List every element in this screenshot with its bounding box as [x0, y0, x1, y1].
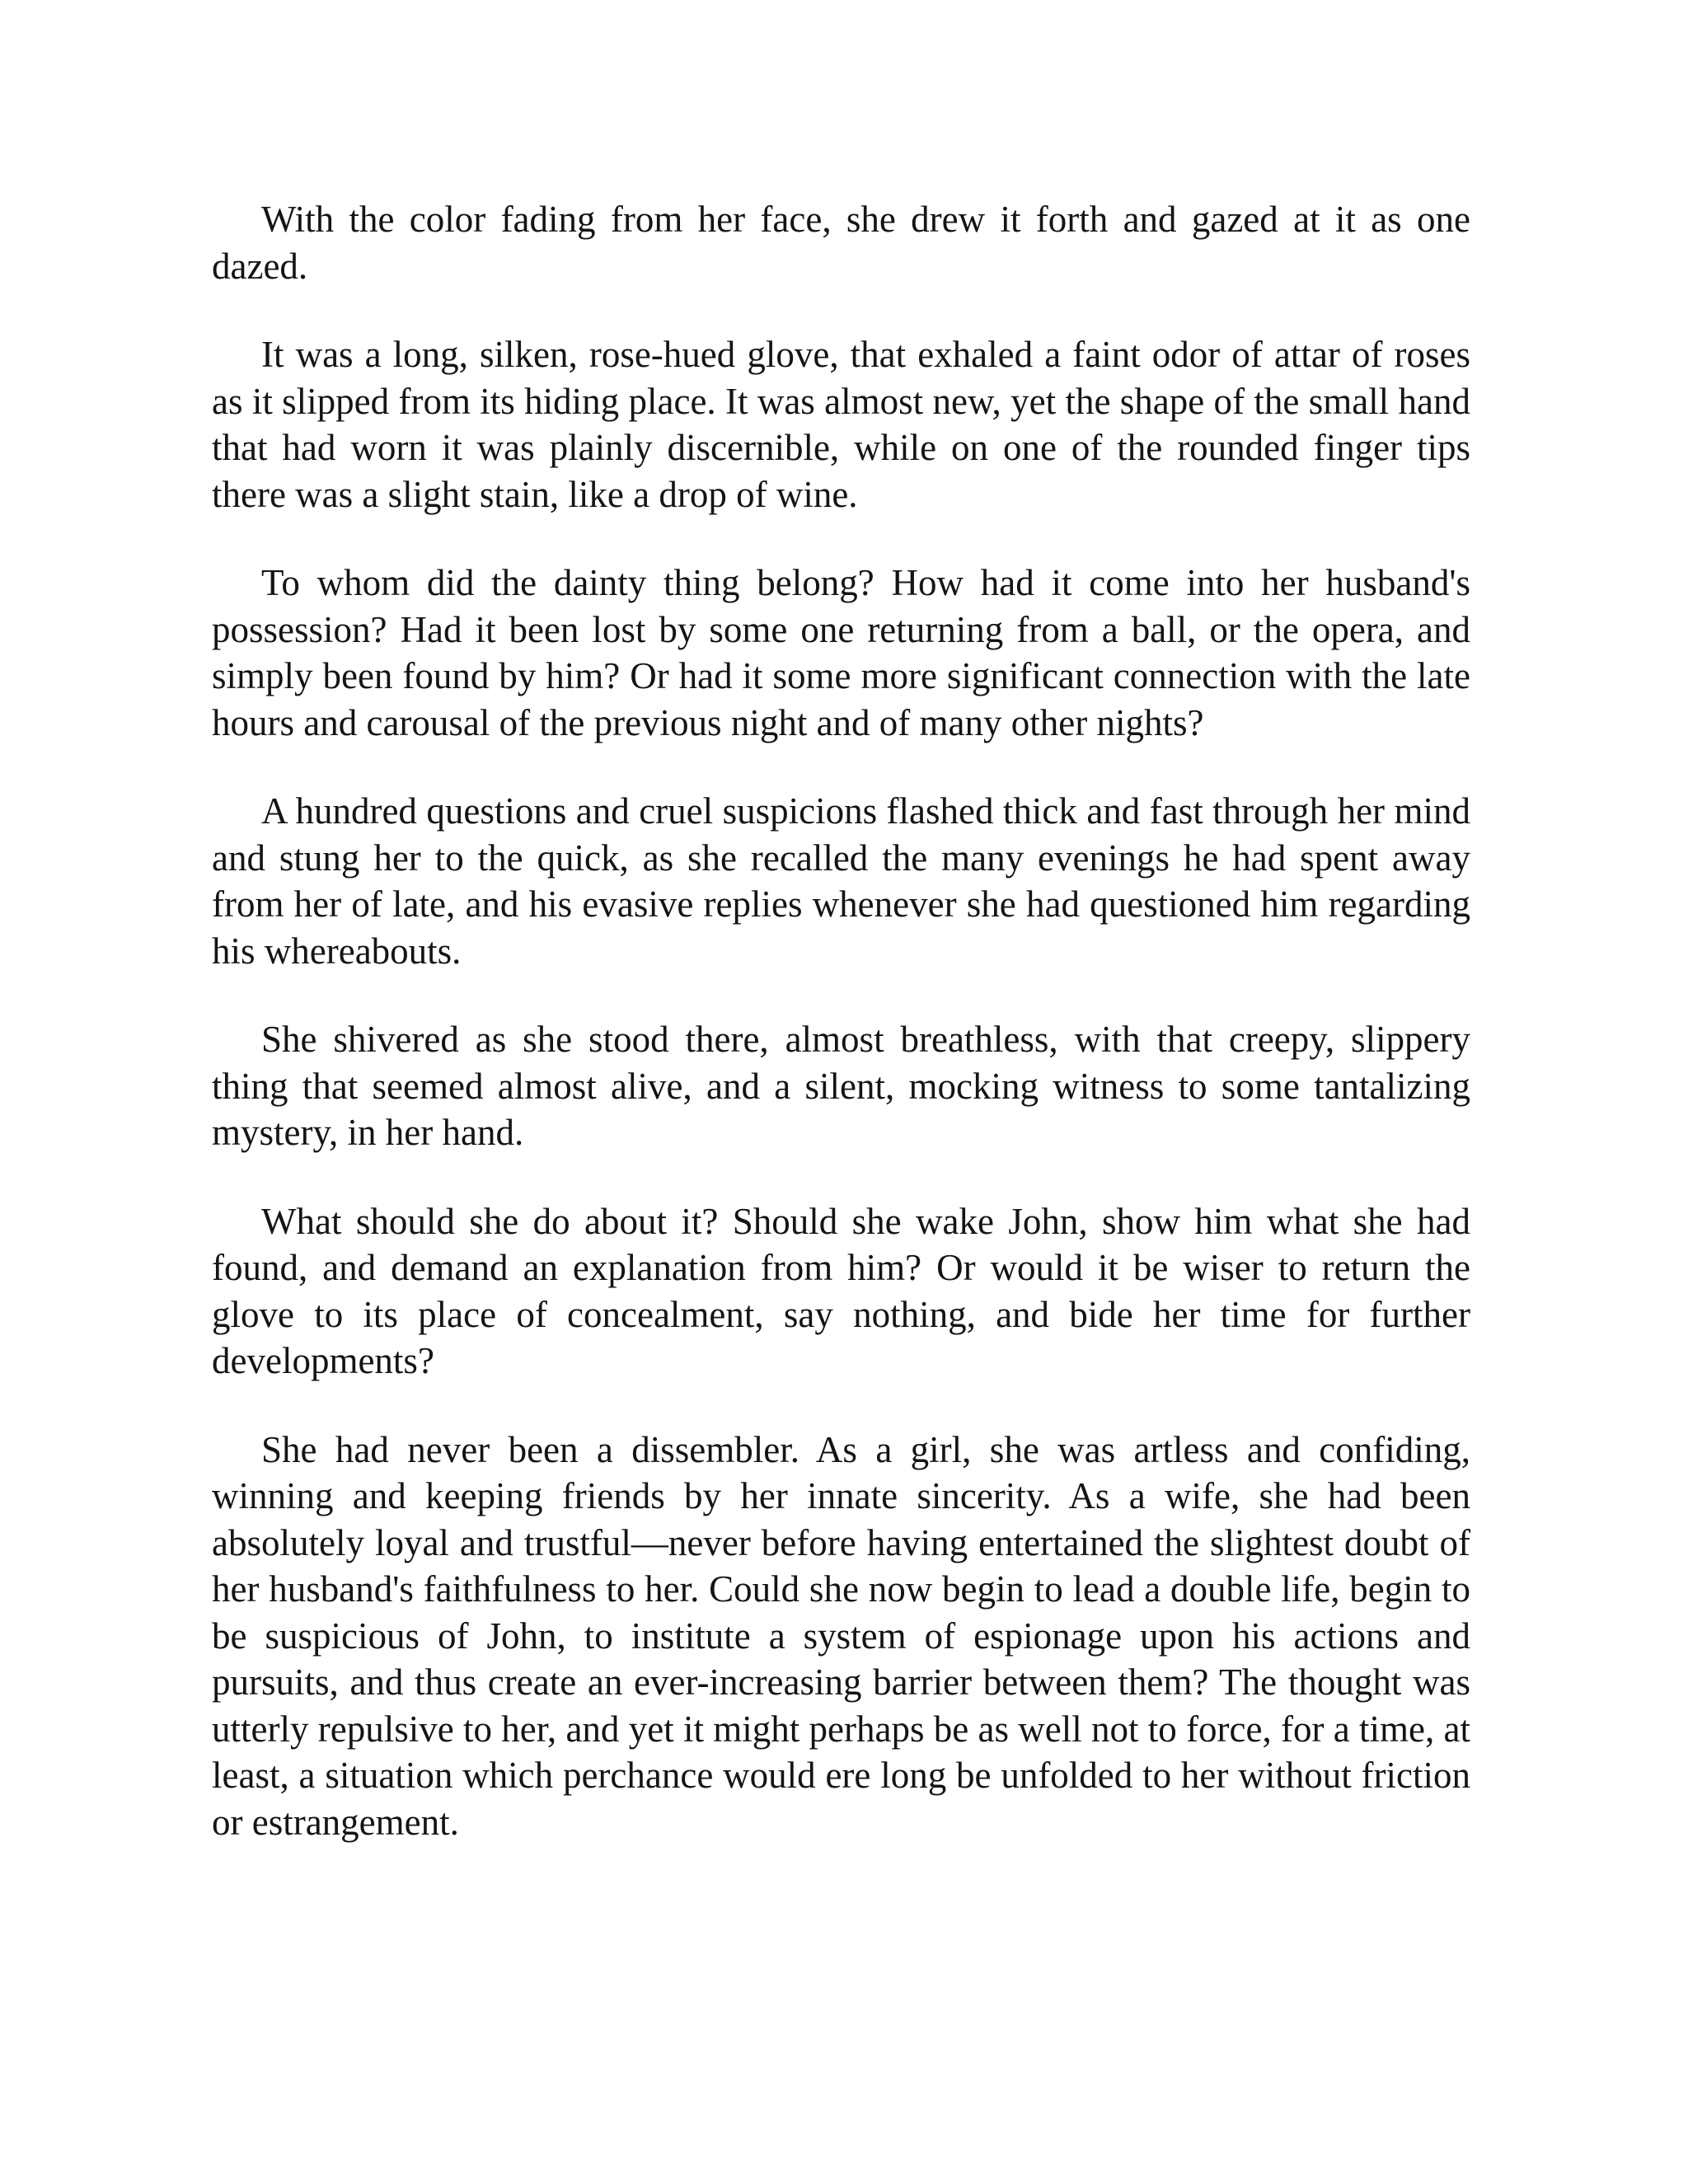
paragraph-2: It was a long, silken, rose-hued glove, that exhaled a faint odor of attar of roses as it slipped from its hiding place. It was almost new, yet the shape of the small hand that had worn it was plainly discernible, while on one of the rounded finger tips there was a slight stain, like a drop of wine. — [212, 334, 1470, 515]
paragraph-7: She had never been a dissembler. As a girl, she was artless and confiding, winning and keeping friends by her innate sincerity. As a wife, she had been absolutely loyal and trustful—never before having entertained the slightest doubt of her husband's faithfulness to her. Could she now begin to lead a double life, begin to be suspicious of John, to institute a system of espionage upon his actions and pursuits, and thus create an ever-increasing barrier between them? The thought was utterly repulsive to her, and yet it might perhaps be as well not to force, for a time, at least, a situation which perchance would ere long be unfolded to her without friction or estrangement. — [212, 1428, 1470, 1843]
paragraph-5: She shivered as she stood there, almost breathless, with that creepy, slippery thing that seemed almost alive, and a silent, mocking witness to some tantalizing mystery, in her hand. — [212, 1019, 1470, 1153]
paragraph-3: To whom did the dainty thing belong? How had it come into her husband's possession? Had it been lost by some one returning from a ball, or the opera, and simply been found by him? Or had it some more significant connection with the late hours and carousal of the previous night and of many other nights? — [212, 562, 1470, 743]
paragraph-4: A hundred questions and cruel suspicions flashed thick and fast through her mind and stung her to the quick, as she recalled the many evenings he had spent away from her of late, and his evasive replies whenever she had questioned him regarding his whereabouts. — [212, 790, 1470, 972]
document-page — [212, 196, 1470, 1887]
paragraph-6: What should she do about it? Should she wake John, show him what she had found, and demand an explanation from him? Or would it be wiser to return the glove to its place of concealment, say nothing, and bide her time for further developments? — [212, 1200, 1470, 1381]
paragraph-1: With the color fading from her face, she drew it forth and gazed at it as one dazed. — [212, 199, 1470, 287]
